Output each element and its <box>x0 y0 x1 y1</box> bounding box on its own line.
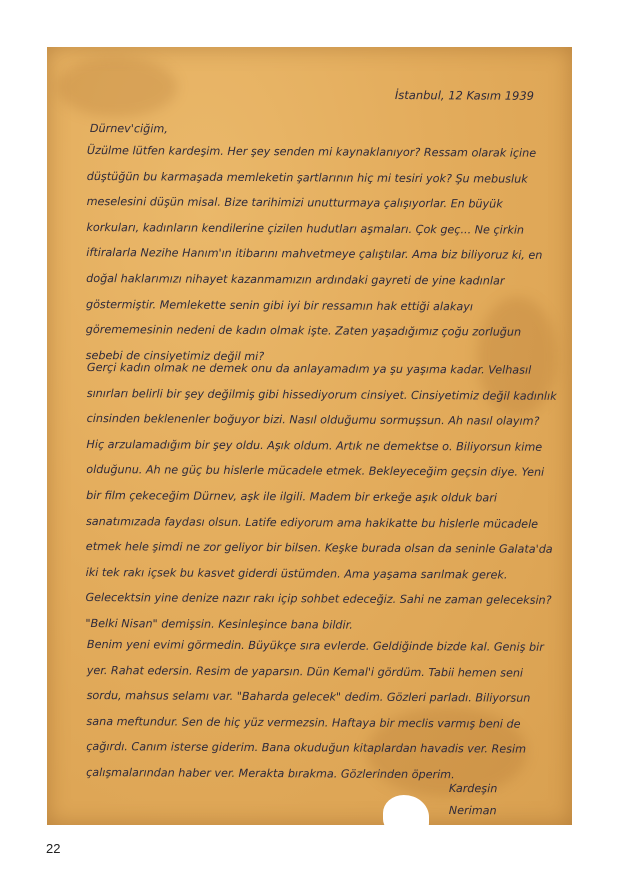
page-number: 22 <box>46 841 61 856</box>
letter-paragraph: Benim yeni evimi görmedin. Büyükçe sıra evlerde. Geldiğinde bizde kal. Geniş bir yer. Rahat edersin. Resim de yaparsın. Dün Kemal'i gördüm. Tabii hemen seni sordu, mahsus selamı var. "Baharda gelecek" dedim. Gözleri parladı. Biliyorsun sana meftundur. Sen de hiç yüz vermezsin. Haftaya bir meclis varmış beni de çağırdı. Canım isterse giderim. Bana okuduğun kitaplardan havadis ver. Resim çalışmalarından haber ver. Merakta bırakma. Gözlerinden öperim. <box>86 637 544 782</box>
letter-sheet <box>47 47 572 825</box>
letter-signoff-block <box>449 778 559 823</box>
paper-stain <box>57 57 177 117</box>
letter-paragraph: Üzülme lütfen kardeşim. Her şey senden mi kaynaklanıyor? Ressam olarak içine düştüğün bu karmaşada memleketin şartlarının hiç mi tesiri yok? Şu mebusluk meselesini düşün misal. Bize tarihimizi unutturmaya çalışıyorlar. En büyük korkuları, kadınların kendilerine çizilen hudutları aşmaları. Çok geç... Ne çirkin iftiralarla Nezihe Hanım'ın itibarını mahvetmeye çalıştılar. Ama biz biliyoruz ki, en doğal haklarımızı nihayet kazanmamızın ardındaki gayreti de yine kadınlar göstermiştir. Memlekette senin gibi iyi bir ressamın hak ettiği alakayı görememesinin nedeni de kadın olmak işte. Zaten yaşadığımız çoğu zorluğun sebebi de cinsiyetimiz değil mi? <box>85 143 543 363</box>
paper-tear <box>383 795 429 825</box>
letter-date: İstanbul, 12 Kasım 1939 <box>394 87 535 103</box>
letter-greeting: Dürnev'ciğim, <box>89 121 168 136</box>
letter-paragraph: Gerçi kadın olmak ne demek onu da anlayamadım ya şu yaşıma kadar. Velhasıl sınırları belirli bir şey değilmiş gibi hissediyorum cinsiyet. Cinsiyetimiz değil kadınlık cinsinden beklenenler boğuyor bizi. Nasıl olduğumu sormuşsun. Ah nasıl olayım? Hiç arzulamadığım bir şey oldu. Aşık oldum. Artık ne demektse o. Biliyorsun kime olduğunu. Ah ne güç bu hislerle mücadele etmek. Bekleyeceğim geçsin diye. Yeni bir film çekeceğim Dürnev, aşk ile ilgili. Madem bir erkeğe aşık olduk bari sanatımızada faydası olsun. Latife ediyorum ama hakikatte bu hislerle mücadele etmek hele şimdi ne zor geliyor bir bilsen. Keşke burada olsan da seninle Galata'da iki tek rakı içsek bu kasvet giderdi üstümden. Ama yaşama sarılmak gerek. Gelecektsin yine denize nazır rakı içip sohbet edeceğiz. Sahi ne zaman geleceksin? "Belki Nisan" demişsin. Kesinleşince bana bildir. <box>85 360 557 632</box>
letter-signature: Neriman <box>448 803 497 818</box>
letter-signoff: Kardeşin <box>448 781 498 796</box>
